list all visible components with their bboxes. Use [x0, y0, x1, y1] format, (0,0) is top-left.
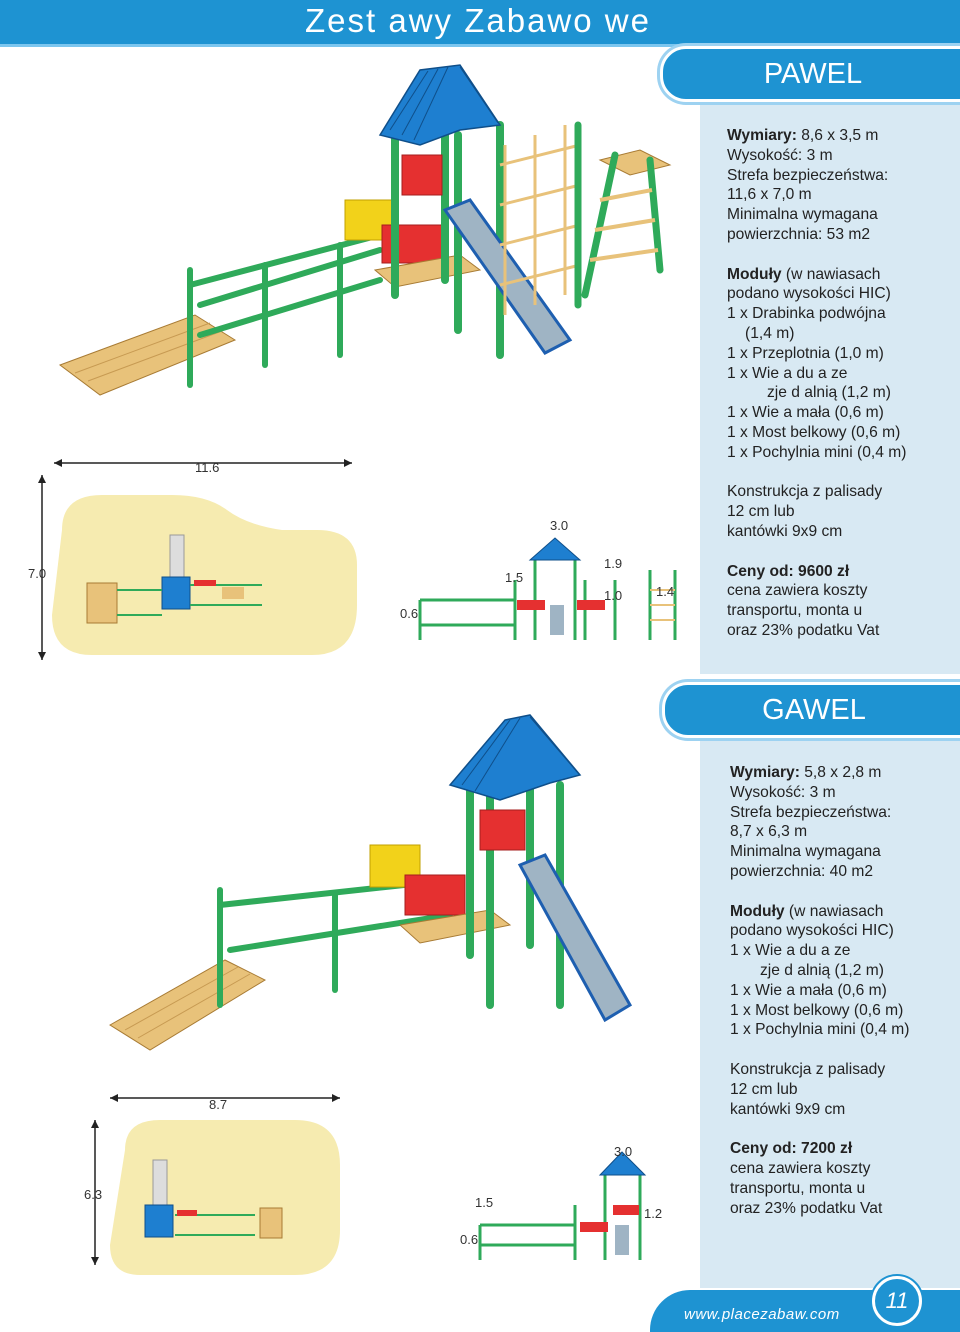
gawel-module-line: 1 x Pochylnia mini (0,4 m): [730, 1021, 910, 1039]
pawel-plan-view: [22, 455, 362, 675]
pawel-side-view: [385, 520, 685, 660]
pawel-side-dim-d: 1.0: [604, 588, 623, 603]
pawel-module-line: podano wysokości HIC): [727, 285, 891, 303]
gawel-construction: kantówki 9x9 cm: [730, 1100, 846, 1118]
pawel-min-label: Minimalna wymagana: [727, 206, 878, 224]
pawel-side-dim-f: 0.6: [400, 606, 419, 621]
pawel-price-note: transportu, monta u: [727, 602, 863, 620]
gawel-zone-label: Strefa bezpieczeństwa:: [730, 803, 892, 821]
gawel-min-label: Minimalna wymagana: [730, 843, 881, 861]
pawel-module-line: 1 x Wie a du a ze: [727, 364, 848, 382]
pawel-plan-width: 11.6: [195, 460, 220, 475]
gawel-plan-width: 8.7: [209, 1097, 228, 1112]
page-number: 11: [872, 1276, 922, 1326]
gawel-side-dim-c: 1.5: [475, 1195, 494, 1210]
gawel-zone-value: 8,7 x 6,3 m: [730, 823, 808, 841]
footer-url[interactable]: www.placezabaw.com: [684, 1306, 840, 1323]
pawel-specs: [727, 126, 957, 641]
gawel-price-note: oraz 23% podatku Vat: [730, 1199, 883, 1217]
gawel-plan-height: 6.3: [84, 1187, 103, 1202]
pawel-title: PAWEL: [763, 58, 863, 90]
pawel-module-line: 1 x Most belkowy (0,6 m): [727, 423, 901, 441]
pawel-modules-note: (w nawiasach: [781, 265, 881, 283]
gawel-module-line: 1 x Wie a du a ze: [730, 942, 851, 960]
pawel-construction: 12 cm lub: [727, 503, 795, 521]
pawel-module-line: 1 x Drabinka podwójna: [727, 305, 886, 323]
pawel-modules-label: Moduły: [727, 265, 782, 283]
gawel-title-tab: [662, 682, 960, 738]
pawel-side-dim-c: 1.5: [505, 570, 524, 585]
pawel-side-dim-a: 3.0: [550, 518, 569, 533]
pawel-side-dim-e: 1.4: [656, 584, 675, 599]
pawel-construction: Konstrukcja z palisady: [727, 483, 883, 501]
pawel-height: Wysokość: 3 m: [727, 146, 833, 164]
gawel-module-line: podano wysokości HIC): [730, 922, 894, 940]
pawel-dims-value: 8,6 x 3,5 m: [796, 127, 879, 144]
pawel-zone-label: Strefa bezpieczeństwa:: [727, 166, 889, 184]
gawel-side-dim-f: 0.6: [460, 1232, 479, 1247]
gawel-modules-label: Moduły: [730, 902, 785, 920]
pawel-plan-height: 7.0: [28, 566, 47, 581]
pawel-dims-label: Wymiary:: [727, 127, 797, 144]
pawel-price-note: cena zawiera koszty: [727, 582, 868, 600]
pawel-side-dim-b: 1.9: [604, 556, 623, 571]
pawel-title-tab: [660, 46, 960, 102]
pawel-min-value: powierzchnia: 53 m2: [727, 225, 871, 243]
gawel-dims-label: Wymiary:: [730, 764, 800, 781]
pawel-construction: kantówki 9x9 cm: [727, 522, 843, 540]
gawel-price: Ceny od: 7200 zł: [730, 1140, 853, 1158]
gawel-construction: 12 cm lub: [730, 1080, 798, 1098]
page-title: Zest awy Zabawo we: [305, 2, 651, 39]
gawel-module-line: zje d alnią (1,2 m): [760, 961, 884, 979]
gawel-specs: [730, 763, 958, 1218]
gawel-playset-render: [90, 705, 650, 1065]
gawel-price-note: cena zawiera koszty: [730, 1159, 871, 1177]
pawel-price-note: oraz 23% podatku Vat: [727, 621, 880, 639]
pawel-module-line: 1 x Pochylnia mini (0,4 m): [727, 443, 907, 461]
gawel-side-dim-a: 3.0: [614, 1144, 633, 1159]
pawel-module-line: 1 x Przeplotnia (1,0 m): [727, 344, 884, 362]
gawel-construction: Konstrukcja z palisady: [730, 1060, 886, 1078]
pawel-price: Ceny od: 9600 zł: [727, 562, 850, 580]
gawel-module-line: 1 x Wie a mała (0,6 m): [730, 981, 887, 999]
gawel-side-dim-e: 1.2: [644, 1206, 663, 1221]
gawel-height: Wysokość: 3 m: [730, 783, 836, 801]
gawel-side-view: [435, 1130, 675, 1280]
pawel-module-line: zje d alnią (1,2 m): [767, 384, 891, 402]
gawel-title: GAWEL: [762, 694, 866, 726]
gawel-module-line: 1 x Most belkowy (0,6 m): [730, 1001, 904, 1019]
gawel-modules-note: (w nawiasach: [784, 902, 884, 920]
gawel-min-value: powierzchnia: 40 m2: [730, 862, 874, 880]
pawel-playset-render: [40, 55, 680, 455]
pawel-module-line: 1 x Wie a mała (0,6 m): [727, 404, 884, 422]
gawel-price-note: transportu, monta u: [730, 1179, 866, 1197]
gawel-dims-value: 5,8 x 2,8 m: [799, 764, 882, 781]
pawel-zone-value: 11,6 x 7,0 m: [727, 186, 812, 204]
pawel-module-line: (1,4 m): [745, 324, 795, 342]
